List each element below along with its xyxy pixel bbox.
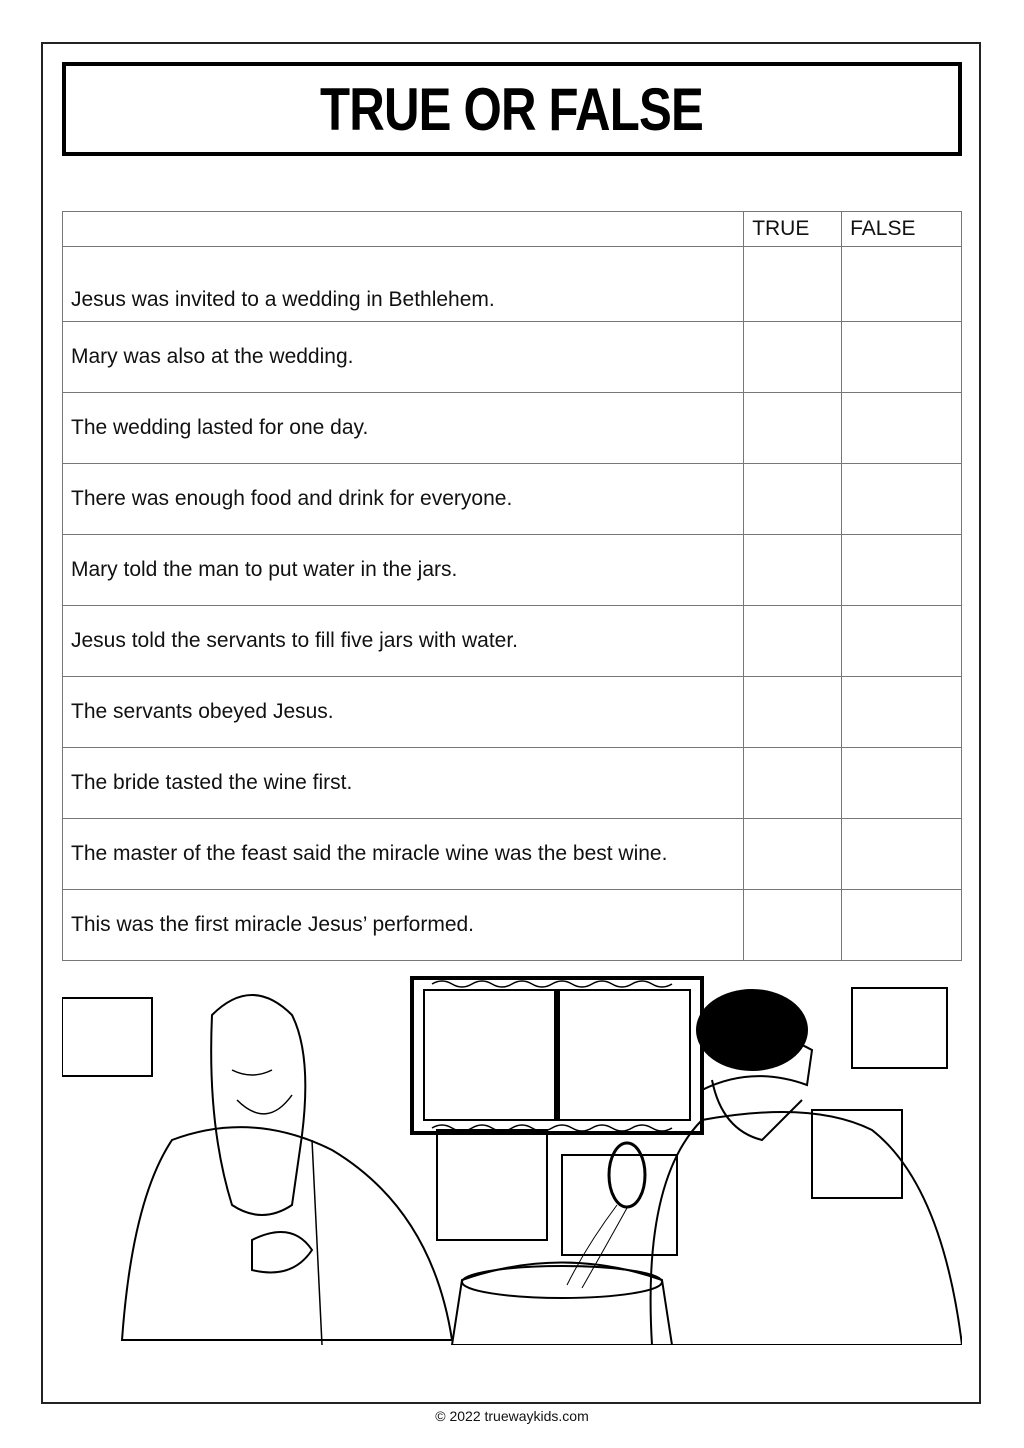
servant-hair: [697, 990, 807, 1070]
true-answer-cell[interactable]: [744, 464, 842, 535]
false-answer-cell[interactable]: [842, 322, 962, 393]
false-answer-cell[interactable]: [842, 535, 962, 606]
table-row: [63, 393, 962, 464]
true-answer-cell[interactable]: [744, 393, 842, 464]
statement: The wedding lasted for one day.: [63, 393, 744, 464]
statement: Mary was also at the wedding.: [63, 322, 744, 393]
table-row: [63, 819, 962, 890]
table-row: [63, 247, 962, 322]
statement: Jesus told the servants to fill five jars with water.: [63, 606, 744, 677]
pouring-jar: [609, 1143, 645, 1207]
false-answer-cell[interactable]: [842, 677, 962, 748]
header-statement: [63, 212, 744, 247]
false-answer-cell[interactable]: [842, 748, 962, 819]
hand: [252, 1232, 312, 1273]
table-row: [63, 535, 962, 606]
header-true: TRUE: [744, 212, 842, 247]
false-answer-cell[interactable]: [842, 464, 962, 535]
true-answer-cell[interactable]: [744, 322, 842, 393]
table-row: [63, 890, 962, 961]
table-row: [63, 677, 962, 748]
statement: Mary told the man to put water in the jars.: [63, 535, 744, 606]
table-row: [63, 606, 962, 677]
false-answer-cell[interactable]: [842, 393, 962, 464]
false-answer-cell[interactable]: [842, 819, 962, 890]
statement: The servants obeyed Jesus.: [63, 677, 744, 748]
table-row: [63, 464, 962, 535]
statement: Jesus was invited to a wedding in Bethlehem.: [63, 247, 744, 322]
true-answer-cell[interactable]: [744, 606, 842, 677]
header-false: FALSE: [842, 212, 962, 247]
wall-stone: [62, 998, 152, 1076]
table-row: [63, 748, 962, 819]
page-title: TRUE OR FALSE: [320, 75, 704, 143]
statement: There was enough food and drink for everyone.: [63, 464, 744, 535]
true-answer-cell[interactable]: [744, 247, 842, 322]
copyright-footer: © 2022 truewaykids.com: [435, 1408, 589, 1424]
false-answer-cell[interactable]: [842, 247, 962, 322]
false-answer-cell[interactable]: [842, 890, 962, 961]
true-answer-cell[interactable]: [744, 748, 842, 819]
statement: This was the first miracle Jesus’ performed.: [63, 890, 744, 961]
true-answer-cell[interactable]: [744, 890, 842, 961]
false-answer-cell[interactable]: [842, 606, 962, 677]
table-row: [63, 322, 962, 393]
true-answer-cell[interactable]: [744, 535, 842, 606]
statement: The bride tasted the wine first.: [63, 748, 744, 819]
illustration-jesus-servant-water-jars: [62, 960, 962, 1345]
statement: The master of the feast said the miracle wine was the best wine.: [63, 819, 744, 890]
true-false-table: [62, 211, 962, 961]
true-answer-cell[interactable]: [744, 819, 842, 890]
title-box: [62, 62, 962, 156]
true-answer-cell[interactable]: [744, 677, 842, 748]
large-pot: [452, 1263, 672, 1346]
jesus-head: [211, 995, 305, 1215]
table-header-row: [63, 212, 962, 247]
